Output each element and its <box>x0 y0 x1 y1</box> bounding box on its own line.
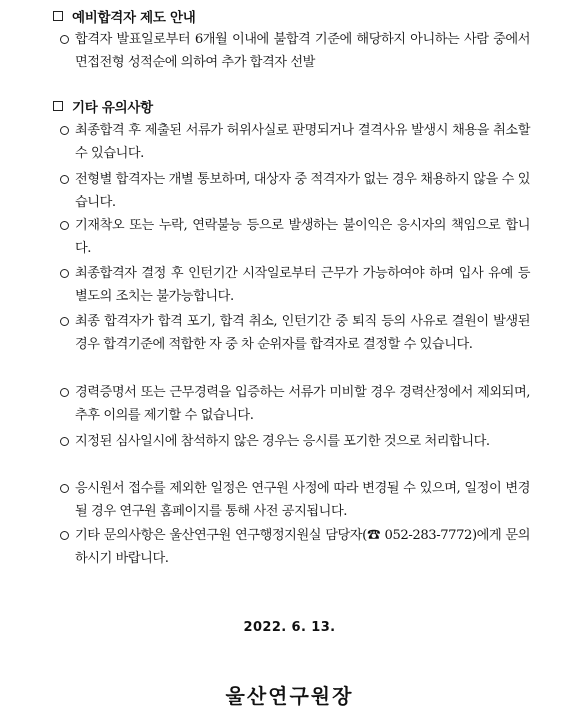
list-item <box>60 381 530 427</box>
section-title: 기타 유의사항 <box>72 100 153 116</box>
circle-bullet-icon <box>60 484 69 493</box>
circle-bullet-icon <box>60 437 69 446</box>
checkbox-icon <box>53 101 63 111</box>
list-item-text: 최종합격 후 제출된 서류가 허위사실로 판명되거나 결격사유 발생시 채용을 취소할 수 있습니다. <box>75 123 530 161</box>
list-item <box>60 168 530 214</box>
circle-bullet-icon <box>60 269 69 278</box>
document-date: 2022. 6. 13. <box>243 620 336 635</box>
issuer-signature: 울산연구원장 <box>225 684 354 708</box>
circle-bullet-icon <box>60 35 69 44</box>
list-item <box>60 524 530 570</box>
circle-bullet-icon <box>60 317 69 326</box>
circle-bullet-icon <box>60 126 69 135</box>
list-item-text: 지정된 심사일시에 참석하지 않은 경우는 응시를 포기한 것으로 처리합니다. <box>75 434 490 449</box>
list-item <box>60 477 530 523</box>
list-item <box>60 310 530 356</box>
circle-bullet-icon <box>60 388 69 397</box>
circle-bullet-icon <box>60 221 69 230</box>
list-item-text: 최종 합격자가 합격 포기, 합격 취소, 인턴기간 중 퇴직 등의 사유로 결원이 발생된 경우 합격기준에 적합한 자 중 차 순위자를 합격자로 결정할 수 있습니다. <box>75 314 530 352</box>
list-item <box>60 262 530 308</box>
list-item <box>60 119 530 165</box>
list-item-text: 합격자 발표일로부터 6개월 이내에 불합격 기준에 해당하지 아니하는 사람 중에서 면접전형 성적순에 의하여 추가 합격자 선발 <box>75 32 530 70</box>
list-item <box>60 430 530 453</box>
list-item <box>60 28 530 74</box>
list-item-text: 전형별 합격자는 개별 통보하며, 대상자 중 적격자가 없는 경우 채용하지 않을 수 있습니다. <box>75 172 530 210</box>
list-item-text: 기재착오 또는 누락, 연락불능 등으로 발생하는 불이익은 응시자의 책임으로 합니다. <box>75 218 530 256</box>
section-title: 예비합격자 제도 안내 <box>72 10 196 26</box>
list-item-text: 응시원서 접수를 제외한 일정은 연구원 사정에 따라 변경될 수 있으며, 일정이 변경될 경우 연구원 홈페이지를 통해 사전 공지됩니다. <box>75 481 530 519</box>
list-item <box>60 214 530 260</box>
circle-bullet-icon <box>60 531 69 540</box>
list-item-text: 최종합격자 결정 후 인턴기간 시작일로부터 근무가 가능하여야 하며 입사 유예 등 별도의 조치는 불가능합니다. <box>75 266 530 304</box>
list-item-text: 기타 문의사항은 울산연구원 연구행정지원실 담당자(☎ 052-283-7772)에게 문의하시기 바랍니다. <box>75 528 530 566</box>
checkbox-icon <box>53 11 63 21</box>
section-header <box>53 6 195 26</box>
list-item-text: 경력증명서 또는 근무경력을 입증하는 서류가 미비할 경우 경력산정에서 제외되며, 추후 이의를 제기할 수 없습니다. <box>75 385 530 423</box>
section-header <box>53 96 153 116</box>
circle-bullet-icon <box>60 175 69 184</box>
